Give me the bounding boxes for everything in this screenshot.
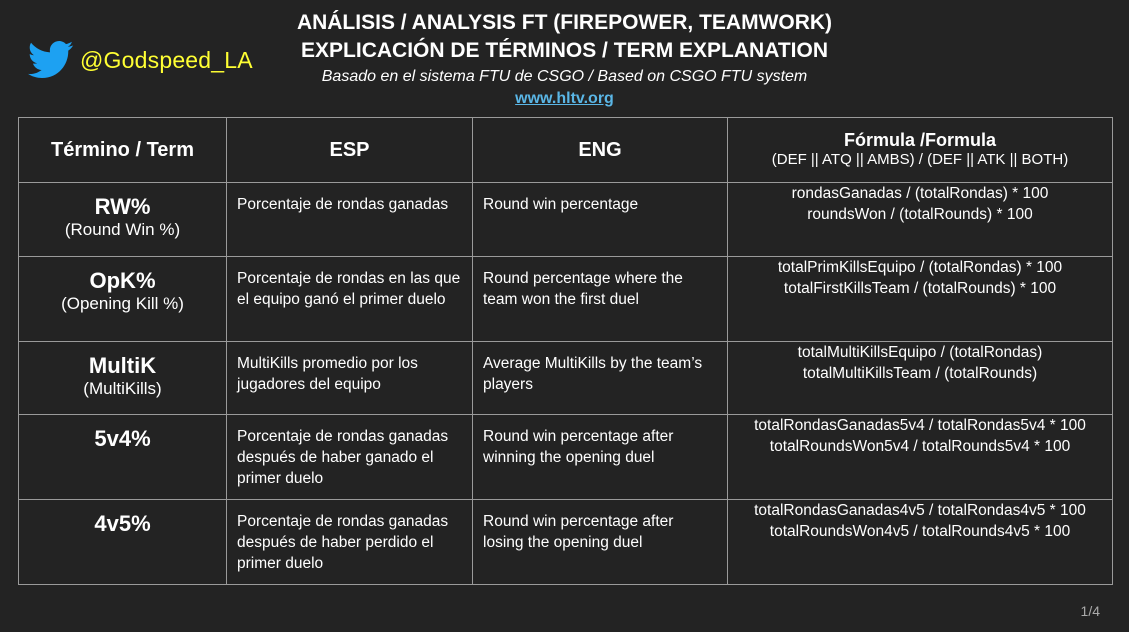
formula-cell (728, 257, 1113, 342)
formula-eng: roundsWon / (totalRounds) * 100 (807, 206, 1033, 223)
esp-cell: Porcentaje de rondas ganadas (227, 183, 473, 257)
formula-eng: totalFirstKillsTeam / (totalRounds) * 100 (783, 280, 1057, 297)
handle-text: @Godspeed_LA (80, 46, 253, 73)
title-line-1: ANÁLISIS / ANALYSIS FT (FIREPOWER, TEAMWORK) (296, 11, 833, 34)
formula-eng: totalMultiKillsTeam / (totalRounds) (802, 365, 1038, 382)
terms-table (18, 117, 1113, 585)
table-header-row (19, 118, 1113, 183)
table-row (19, 183, 1113, 257)
page-header (0, 9, 1129, 110)
esp-cell: MultiKills promedio por los jugadores del equipo (227, 342, 473, 415)
header-eng: ENG (473, 118, 728, 183)
title-line-2: EXPLICACIÓN DE TÉRMINOS / TERM EXPLANATION (301, 39, 828, 62)
term-long: (Round Win %) (64, 220, 181, 239)
term-long: (Opening Kill %) (61, 294, 184, 313)
header-esp: ESP (227, 118, 473, 183)
source-link[interactable]: www.hltv.org (515, 90, 614, 107)
header-formula-sub: (DEF || ATQ || AMBS) / (DEF || ATK || BOTH) (771, 151, 1069, 168)
term-abbr: OpK% (89, 268, 156, 293)
term-abbr: 5v4% (94, 426, 151, 451)
formula-eng: totalRoundsWon4v5 / totalRounds4v5 * 100 (769, 523, 1071, 540)
formula-esp: totalRondasGanadas4v5 / totalRondas4v5 * 100 (754, 502, 1086, 519)
term-cell (19, 500, 227, 585)
formula-esp: totalMultiKillsEquipo / (totalRondas) (797, 344, 1043, 361)
formula-esp: totalRondasGanadas5v4 / totalRondas5v4 * 100 (754, 417, 1086, 434)
header-formula (728, 118, 1113, 183)
header-formula-title: Fórmula /Formula (843, 130, 996, 150)
term-abbr: MultiK (88, 353, 157, 378)
page-indicator: 1/4 (1080, 603, 1100, 619)
table-row (19, 415, 1113, 500)
formula-eng: totalRoundsWon5v4 / totalRounds5v4 * 100 (769, 438, 1071, 455)
esp-cell: Porcentaje de rondas ganadas después de haber perdido el primer duelo (227, 500, 473, 585)
esp-cell: Porcentaje de rondas en las que el equipo ganó el primer duelo (227, 257, 473, 342)
esp-cell: Porcentaje de rondas ganadas después de haber ganado el primer duelo (227, 415, 473, 500)
subtitle: Basado en el sistema FTU de CSGO / Based on CSGO FTU system (321, 68, 808, 85)
eng-cell: Average MultiKills by the team’s players (473, 342, 728, 415)
eng-cell: Round percentage where the team won the first duel (473, 257, 728, 342)
term-cell (19, 183, 227, 257)
term-abbr: 4v5% (94, 511, 151, 536)
table-row (19, 500, 1113, 585)
eng-cell: Round win percentage after losing the opening duel (473, 500, 728, 585)
eng-cell: Round win percentage (473, 183, 728, 257)
formula-esp: totalPrimKillsEquipo / (totalRondas) * 100 (777, 259, 1063, 276)
header-term: Término / Term (19, 118, 227, 183)
term-cell (19, 415, 227, 500)
term-cell (19, 342, 227, 415)
formula-esp: rondasGanadas / (totalRondas) * 100 (791, 185, 1049, 202)
formula-cell (728, 500, 1113, 585)
term-abbr: RW% (94, 194, 151, 219)
formula-cell (728, 415, 1113, 500)
eng-cell: Round win percentage after winning the opening duel (473, 415, 728, 500)
term-cell (19, 257, 227, 342)
formula-cell (728, 183, 1113, 257)
formula-cell (728, 342, 1113, 415)
term-long: (MultiKills) (83, 379, 162, 398)
table-row (19, 257, 1113, 342)
table-row (19, 342, 1113, 415)
